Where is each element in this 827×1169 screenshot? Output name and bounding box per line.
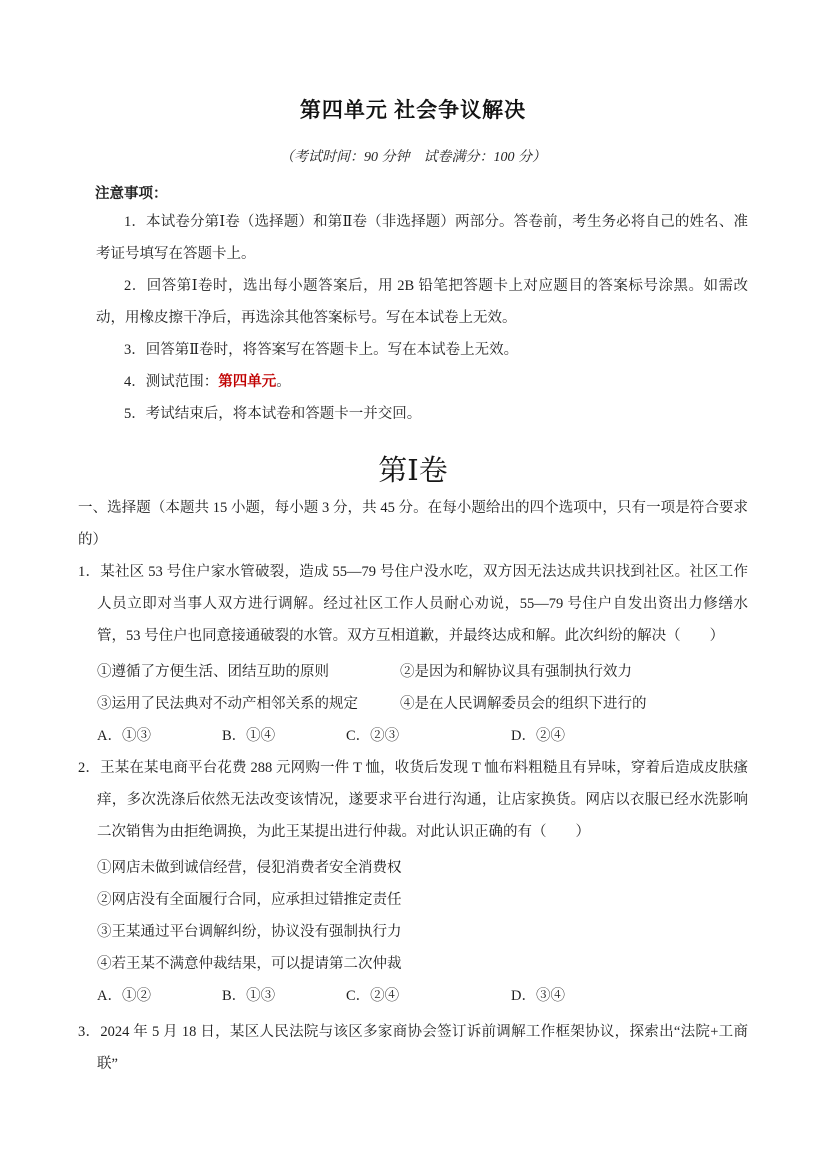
question-2-stem: 2．王某在某电商平台花费 288 元网购一件 T 恤，收货后发现 T 恤布料粗糙且有异味，穿着后造成皮肤瘙痒，多次洗涤后依然无法改变该情况，遂要求平台进行沟通，让店家换货。网店以衣服已经水洗影响二次销售为由拒绝调换，为此王某提出进行仲裁。对此认识正确的有（ ）	[78, 760, 748, 840]
test-scope-highlight: 第四单元	[218, 374, 277, 390]
q2-choice-b: B．①③	[222, 988, 276, 1004]
question-1-choices	[97, 720, 748, 752]
question-3-stem: 3．2024 年 5 月 18 日，某区人民法院与该区多家商协会签订诉前调解工作框架协议，探索出“法院+工商联”	[78, 1024, 748, 1072]
question-1-statement-row-1	[97, 656, 748, 688]
q1-statement-2: ②是因为和解协议具有强制执行效力	[400, 664, 632, 680]
notice-item-4-suffix: 。	[276, 374, 291, 390]
notice-item-2: 2．回答第Ⅰ卷时，选出每小题答案后，用 2B 铅笔把答题卡上对应题目的答案标号涂黑。如需改动，用橡皮擦干净后，再选涂其他答案标号。写在本试卷上无效。	[96, 278, 748, 326]
q2-statement-2: ②网店没有全面履行合同，应承担过错推定责任	[97, 892, 402, 908]
notice-item-1: 1．本试卷分第Ⅰ卷（选择题）和第Ⅱ卷（非选择题）两部分。答卷前，考生务必将自己的姓名、准考证号填写在答题卡上。	[96, 214, 748, 262]
question-2-choices	[97, 980, 748, 1012]
q1-statement-4: ④是在人民调解委员会的组织下进行的	[400, 696, 647, 712]
q1-choice-b: B．①④	[222, 728, 276, 744]
notice-item-5: 5．考试结束后，将本试卷和答题卡一并交回。	[124, 406, 422, 422]
question-1-statements	[97, 656, 748, 720]
q2-statement-3: ③王某通过平台调解纠纷，协议没有强制执行力	[97, 924, 402, 940]
question-1	[78, 556, 748, 752]
q2-choice-a: A．①②	[97, 988, 151, 1004]
q1-statement-3: ③运用了民法典对不动产相邻关系的规定	[97, 696, 358, 712]
notice-item-4-prefix: 4．测试范围：	[124, 374, 219, 390]
q1-choice-c: C．②③	[346, 728, 400, 744]
paper-title: 第四单元 社会争议解决	[299, 98, 527, 122]
notice-item-4	[96, 366, 748, 398]
q2-choice-d: D．③④	[511, 988, 565, 1004]
question-3	[78, 1016, 748, 1080]
part1-heading: 第Ⅰ卷	[378, 455, 448, 487]
q1-choice-d: D．②④	[511, 728, 565, 744]
question-1-stem: 1．某社区 53 号住户家水管破裂，造成 55—79 号住户没水吃，双方因无法达成共识找到社区。社区工作人员立即对当事人双方进行调解。经过社区工作人员耐心劝说，55—79 号住户自发出资出力修缮水管，53 号住户也同意接通破裂的水管。双方互相道歉，并最终达成和解。此次纠纷的解决（ ）	[78, 564, 748, 644]
exam-time-score-line: （考试时间：90 分钟 试卷满分：100 分）	[280, 150, 546, 165]
question-1-statement-row-2	[97, 688, 748, 720]
notice-item-3: 3．回答第Ⅱ卷时，将答案写在答题卡上。写在本试卷上无效。	[124, 342, 519, 358]
q2-choice-c: C．②④	[346, 988, 400, 1004]
q2-statement-4: ④若王某不满意仲裁结果，可以提请第二次仲裁	[97, 956, 402, 972]
q1-choice-a: A．①③	[97, 728, 151, 744]
q1-statement-1: ①遵循了方便生活、团结互助的原则	[97, 664, 329, 680]
q2-statement-1: ①网店未做到诚信经营，侵犯消费者安全消费权	[97, 860, 402, 876]
question-2	[78, 752, 748, 1012]
notices-heading: 注意事项：	[95, 186, 168, 202]
section1-title: 一、选择题（本题共 15 小题，每小题 3 分，共 45 分。在每小题给出的四个选项中，只有一项是符合要求的）	[78, 500, 748, 548]
